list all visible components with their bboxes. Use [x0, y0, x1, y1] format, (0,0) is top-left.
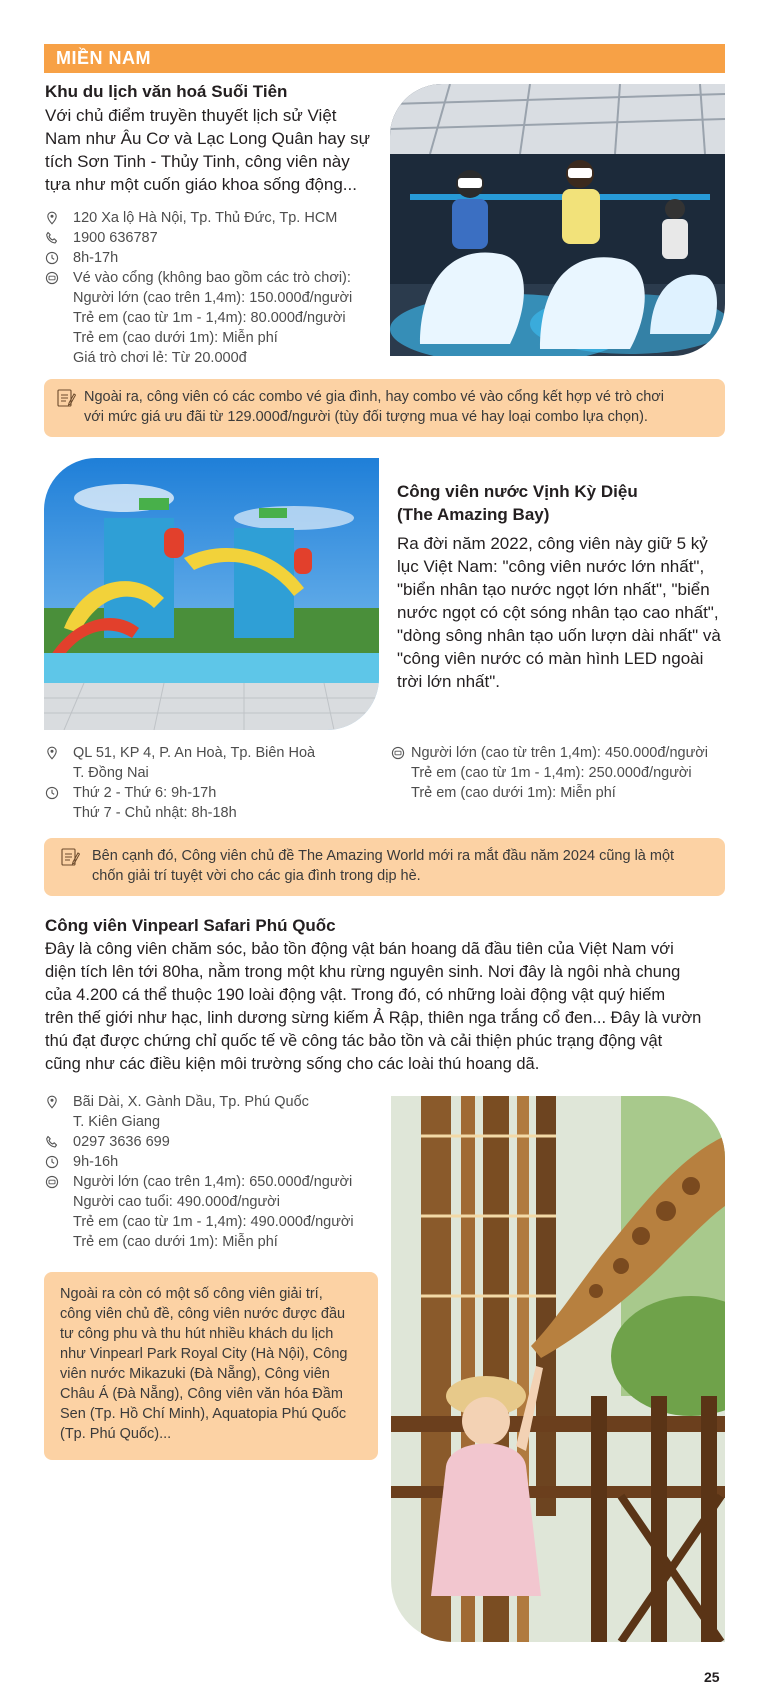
- hours-row: 9h-16h: [45, 1152, 385, 1172]
- amazing-bay-lead: Ra đời năm 2022, công viên này giữ 5 kỷ lục Việt Nam: "công viên nước lớn nhất", "biển nhân tạo nước ngọt lớn nhất", "biển nước ngọt có cột sóng nhân tạo cao nhất", "dòng sông nhân tạo uốn lượn dài nhất" và "công viên nước có màn hình LED ngoài trời lớn nhất".: [397, 534, 721, 691]
- address-row: 120 Xa lộ Hà Nội, Tp. Thủ Đức, Tp. HCM: [45, 208, 385, 228]
- note-icon: [56, 387, 76, 409]
- safari-note: Ngoài ra còn có một số công viên giải trí, công viên chủ đề, công viên nước được đầu tư công phu và thu hút nhiều khách du lịch như Vinpearl Park Royal City (Hà Nội), Công viên nước Mikazuki (Đà Nẵng), Công viên Châu Á (Đà Nẵng), Công viên văn hóa Đầm Sen (Tp. Hồ Chí Minh), Aquatopia Phú Quốc (Tp. Phú Quốc)...: [44, 1272, 378, 1460]
- safari-lead: Đây là công viên chăm sóc, bảo tồn động vật bán hoang dã đầu tiên của Việt Nam với diện tích lên tới 80ha, nằm trong một khu rừng nguyên sinh. Nơi đây là ngôi nhà chung của 4.200 cá thể thuộc 190 loài động vật. Trong đó, có những loài động vật quý hiếm trên thế giới như hạc, linh dương sừng kiếm Ả Rập, thiên nga trắng cổ đen... Đây là vườn thú đạt được chứng chỉ quốc tế về công tác bảo tồn và cải thiện phúc trạng động vật cũng như các điều kiện môi trường sống cho các loài thú hoang dã.: [45, 940, 702, 1073]
- suoi-tien-title: Khu du lịch văn hoá Suối Tiên: [45, 82, 288, 101]
- suoi-tien-info: [45, 208, 385, 368]
- suoi-tien-lead: Với chủ điểm truyền thuyết lịch sử Việt Nam như Âu Cơ và Lạc Long Quân hay sự tích Sơn Tinh - Thủy Tinh, công viên này tựa như một cuốn giáo khoa sống động...: [45, 106, 370, 194]
- suoi-tien-note: Ngoài ra, công viên có các combo vé gia đình, hay combo vé vào cổng kết hợp vé trò chơi với mức giá ưu đãi từ 129.000đ/người (tùy đối tượng mua vé hay loại combo lựa chọn).: [44, 379, 725, 437]
- amazing-bay-title: Công viên nước Vịnh Kỳ Diệu (The Amazing Bay): [397, 482, 638, 524]
- amazing-bay-info-right: [391, 743, 731, 803]
- clock-icon: [45, 251, 59, 265]
- section-header: [44, 44, 725, 73]
- hours-row: 8h-17h: [45, 248, 385, 268]
- address-row: Bãi Dài, X. Gành Dầu, Tp. Phú Quốc T. Kiên Giang: [45, 1092, 385, 1132]
- amazing-bay-note: Bên cạnh đó, Công viên chủ đề The Amazing World mới ra mắt đầu năm 2024 cũng là một chốn giải trí tuyệt vời cho các gia đình trong dịp hè.: [44, 838, 725, 896]
- phone-icon: [45, 231, 59, 245]
- address-row: QL 51, KP 4, P. An Hoà, Tp. Biên Hoà T. Đồng Nai: [45, 743, 375, 783]
- phone-row: 0297 3636 699: [45, 1132, 385, 1152]
- ticket-row: Người lớn (cao trên 1,4m): 650.000đ/người Người cao tuổi: 490.000đ/người Trẻ em (cao từ 1m - 1,4m): 490.000đ/người Trẻ em (cao dưới 1m): Miễn phí: [45, 1172, 385, 1252]
- ticket-icon: [45, 271, 59, 285]
- phone-icon: [45, 1135, 59, 1149]
- hours-row: Thứ 2 - Thứ 6: 9h-17h Thứ 7 - Chủ nhật: 8h-18h: [45, 783, 375, 823]
- safari-info: [45, 1092, 385, 1252]
- location-icon: [45, 1095, 59, 1109]
- amazing-bay-info-left: [45, 743, 375, 823]
- clock-icon: [45, 1155, 59, 1169]
- safari-giraffe-photo: [391, 1096, 725, 1642]
- section-title: MIỀN NAM: [56, 48, 151, 68]
- ticket-icon: [391, 746, 405, 760]
- clock-icon: [45, 786, 59, 800]
- page-number: 25: [704, 1669, 720, 1685]
- amazing-bay-waterpark-photo: [44, 458, 379, 730]
- note-icon: [60, 846, 80, 868]
- ticket-icon: [45, 1175, 59, 1189]
- safari-title: Công viên Vinpearl Safari Phú Quốc: [45, 916, 336, 935]
- location-icon: [45, 746, 59, 760]
- suoi-tien-vr-photo: [390, 84, 725, 356]
- ticket-row: Vé vào cổng (không bao gồm các trò chơi): Người lớn (cao trên 1,4m): 150.000đ/người Trẻ em (cao từ 1m - 1,4m): 80.000đ/người Trẻ em (cao dưới 1m): Miễn phí Giá trò chơi lẻ: Từ 20.000đ: [45, 268, 385, 368]
- ticket-row: Người lớn (cao từ trên 1,4m): 450.000đ/người Trẻ em (cao từ 1m - 1,4m): 250.000đ/người Trẻ em (cao dưới 1m): Miễn phí: [391, 743, 731, 803]
- location-icon: [45, 211, 59, 225]
- phone-row: 1900 636787: [45, 228, 385, 248]
